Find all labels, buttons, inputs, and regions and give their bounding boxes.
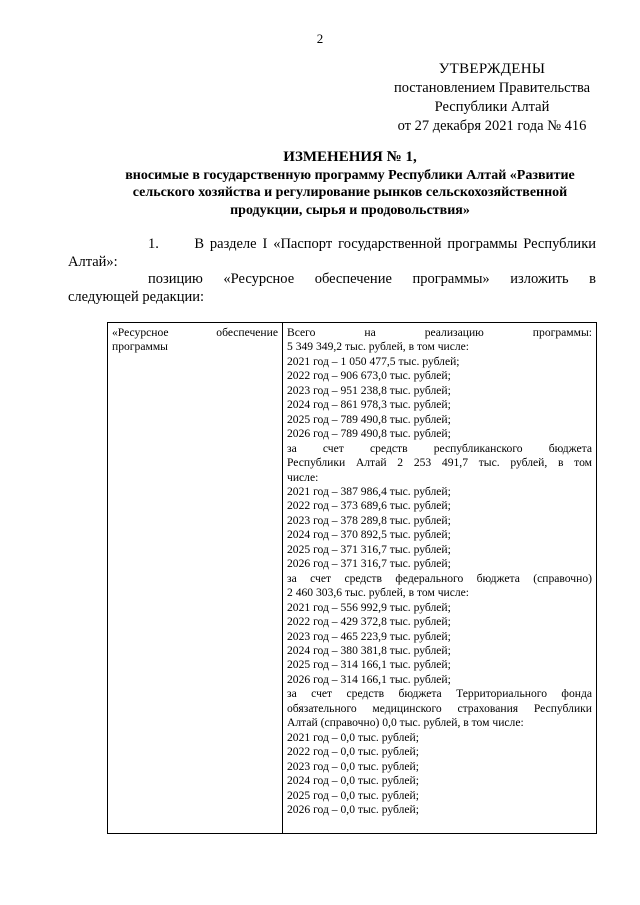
position-label-line-2: программы [112,340,168,354]
approval-block [382,60,602,136]
list-item: 2021 год – 1 050 477,5 тыс. рублей; [287,354,460,368]
list-item: 2025 год – 371 316,7 тыс. рублей; [287,542,451,556]
approval-line-2: Республики Алтай [434,99,550,115]
document-title-line-2: сельского хозяйства и регулирование рынков сельскохозяйственной [132,185,568,200]
list-item: 2026 год – 0,0 тыс. рублей; [287,802,419,816]
paragraph-2-line-1: позицию «Ресурсное обеспечение программы» изложить в [148,271,596,287]
list-item: 2023 год – 378 289,8 тыс. рублей; [287,513,451,527]
list-item: 2024 год – 861 978,3 тыс. рублей; [287,398,451,412]
document-title [100,149,600,219]
list-item: 2023 год – 0,0 тыс. рублей; [287,759,419,773]
republic-line-1: за счет средств республиканского бюджета [287,441,592,455]
oms-line-3: Алтай (справочно) 0,0 тыс. рублей, в том числе: [287,716,524,730]
table-cell-content [283,323,597,834]
list-item: 2025 год – 0,0 тыс. рублей; [287,788,419,802]
paragraph-instruction [68,270,596,306]
republic-line-3: числе: [287,470,319,484]
total-line-2: 5 349 349,2 тыс. рублей, в том числе: [287,340,470,354]
list-item: 2022 год – 429 372,8 тыс. рублей; [287,615,451,629]
paragraph-section-1 [68,235,596,271]
list-item: 2025 год – 789 490,8 тыс. рублей; [287,412,451,426]
list-item: 2022 год – 373 689,6 тыс. рублей; [287,499,451,513]
list-item: 2023 год – 465 223,9 тыс. рублей; [287,629,451,643]
oms-line-2: обязательного медицинского страхования Республики [287,701,592,715]
total-line-1: Всего на реализацию программы: [287,326,592,339]
list-item: 2024 год – 0,0 тыс. рублей; [287,774,419,788]
page-number: 2 [316,31,324,46]
list-item: 2026 год – 789 490,8 тыс. рублей; [287,427,451,441]
list-item: 2026 год – 371 316,7 тыс. рублей; [287,557,451,571]
oms-line-1: за счет средств бюджета Территориального фонда [287,687,592,701]
approval-line-1: постановлением Правительства [393,80,591,96]
table-cell-bottom-padding [287,817,592,829]
list-item: 2024 год – 370 892,5 тыс. рублей; [287,528,451,542]
republic-line-2: Республики Алтай 2 253 491,7 тыс. рублей, в том [287,456,592,470]
list-item: 2021 год – 0,0 тыс. рублей; [287,730,419,744]
position-label-line-1: «Ресурсное обеспечение [112,326,278,339]
resource-table [107,322,597,834]
federal-line-2: 2 460 303,6 тыс. рублей, в том числе: [287,586,470,600]
list-item: 2024 год – 380 381,8 тыс. рублей; [287,643,451,657]
paragraph-2-line-2: следующей редакции: [68,289,205,305]
list-item: 2025 год – 314 166,1 тыс. рублей; [287,658,451,672]
paragraph-1-line-1: 1. В разделе I «Паспорт государственной программы Республики [148,236,596,252]
table-cell-position [108,323,283,834]
list-item: 2023 год – 951 238,8 тыс. рублей; [287,383,451,397]
federal-line-1: за счет средств федерального бюджета (справочно) [287,571,592,585]
document-title-line-1: вносимые в государственную программу Республики Алтай «Развитие [125,167,575,183]
list-item: 2026 год – 314 166,1 тыс. рублей; [287,672,451,686]
document-title-line-3: продукции, сырья и продовольствия» [230,202,470,218]
list-item: 2021 год – 387 986,4 тыс. рублей; [287,484,451,498]
table-row [108,323,597,834]
list-item: 2022 год – 0,0 тыс. рублей; [287,745,419,759]
document-heading: ИЗМЕНЕНИЯ № 1, [283,149,417,165]
approval-line-3: от 27 декабря 2021 года № 416 [397,118,587,134]
approval-title: УТВЕРЖДЕНЫ [438,61,546,77]
list-item: 2022 год – 906 673,0 тыс. рублей; [287,369,451,383]
list-item: 2021 год – 556 992,9 тыс. рублей; [287,600,451,614]
paragraph-1-line-2: Алтай»: [68,254,118,270]
